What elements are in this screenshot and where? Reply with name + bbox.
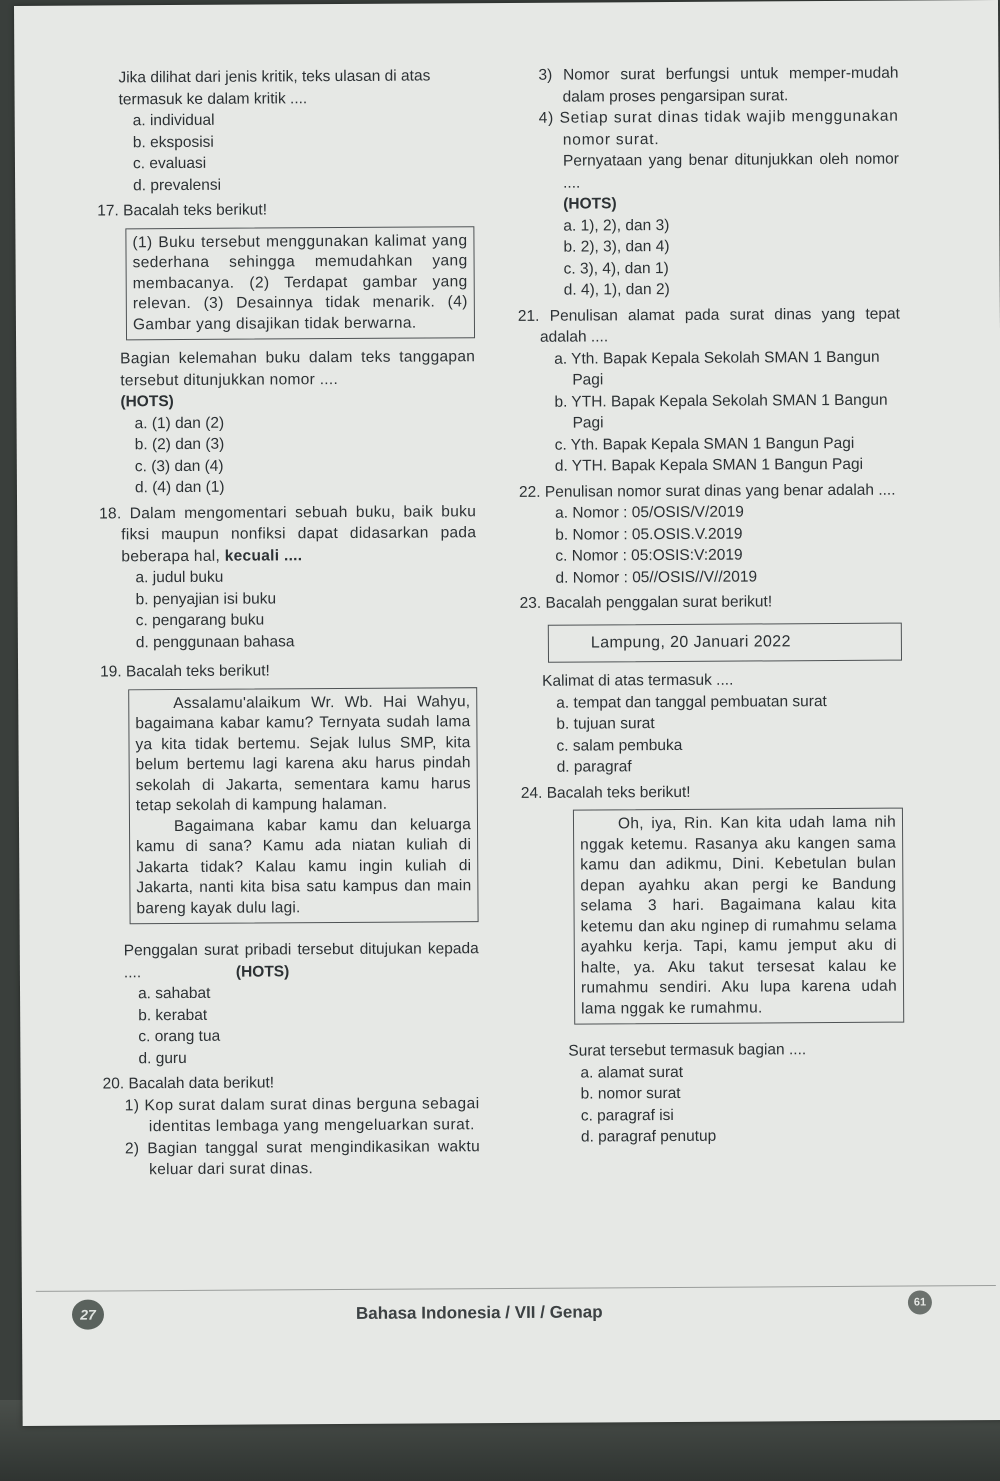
q19-stem: 19. Bacalah teks berikut! (100, 662, 270, 681)
publisher-logo-icon: 27 (72, 1299, 104, 1329)
q19-option-d: d. guru (138, 1049, 187, 1067)
q17-option-b: b. (2) dan (3) (134, 435, 225, 454)
q17-option-c: c. (3) dan (4) (134, 457, 224, 475)
q19-option-a: a. sahabat (137, 984, 211, 1003)
q23-stem: 23. Bacalah penggalan surat berikut! (519, 593, 773, 612)
q20-item-4: 4) Setiap surat dinas tidak wajib menggunakan nomor surat. (538, 107, 899, 149)
q21-option-b: b. YTH. Bapak Kepala Sekolah SMAN 1 Bangun Pagi (554, 391, 888, 432)
q20-option-a: a. 1), 2), dan 3) (563, 216, 670, 235)
q22-option-a: a. Nomor : 05/OSIS/V/2019 (555, 503, 744, 522)
q21-option-c: c. Yth. Bapak Kepala SMAN 1 Bangun Pagi (554, 434, 855, 454)
q24-question: Surat tersebut termasuk bagian .... (568, 1041, 807, 1060)
q17-question: Bagian kelemahan buku dalam teks tanggapan tersebut ditunjukkan nomor .... (120, 348, 476, 389)
q16-option-a: a. individual (132, 111, 215, 130)
q24-option-a: a. alamat surat (580, 1063, 684, 1082)
q18-stem-text: 18. Dalam mengomentari sebuah buku, baik buku fiksi maupun nonfiksi dapat didasarkan pada beberapa hal, (99, 502, 477, 565)
q24-text-box: Oh, iya, Rin. Kan kita udah lama nih nggak ketemu. Rasanya aku kangen sama kamu dan adikmu, Dini. Kebetulan bulan depan ayahku akan pergi ke Bandung selama 3 hari. Bagaimana kalau kita ketemu dan aku nginep di rumahmu selama ayahku kerja. Tapi, kamu jemput aku di halte, ya. Aku takut tersesat kalau ke rumahmu sendiri. Aku lupa karena udah lama nggak ke rumahmu. (573, 808, 904, 1025)
q19-question: Penggalan surat pribadi tersebut ditujukan kepada .... (123, 940, 479, 981)
q23-question: Kalimat di atas termasuk .... (542, 671, 734, 690)
q24-option-d: d. paragraf penutup (580, 1127, 717, 1146)
q19-option-b: b. kerabat (138, 1006, 208, 1024)
q18-option-c: c. pengarang buku (135, 611, 265, 630)
q20-question: Pernyataan yang benar ditunjukkan oleh nomor .... (562, 150, 900, 192)
q20-stem: 20. Bacalah data berikut! (102, 1074, 275, 1093)
q23-option-c: c. salam pembuka (556, 736, 683, 755)
q23-text-box: Lampung, 20 Januari 2022 (548, 622, 902, 663)
q18-option-d: d. penggunaan bahasa (135, 632, 295, 651)
q21-stem: 21. Penulisan alamat pada surat dinas yang tepat adalah .... (517, 305, 900, 346)
q20-item-3: 3) Nomor surat berfungsi untuk memper-mudah dalam proses pengarsipan surat. (538, 64, 899, 106)
q23-option-d: d. paragraf (556, 758, 632, 776)
q17-option-d: d. (4) dan (1) (134, 478, 225, 497)
page-footer (36, 1285, 996, 1352)
q20-option-c: c. 3), 4), dan 1) (563, 259, 669, 278)
q21-option-d: d. YTH. Bapak Kepala SMAN 1 Bangun Pagi (554, 455, 864, 475)
q18-stem (99, 501, 476, 568)
q23-option-a: a. tempat dan tanggal pembuatan surat (556, 692, 827, 712)
q19-letter-box (128, 687, 478, 925)
q24-stem: 24. Bacalah teks berikut! (520, 783, 691, 802)
q24-option-b: b. nomor surat (580, 1084, 681, 1103)
q19-option-c: c. orang tua (138, 1027, 221, 1046)
q22-option-d: d. Nomor : 05//OSIS//V//2019 (555, 567, 758, 587)
q20-item-1: 1) Kop surat dalam surat dinas berguna sebagai identitas lembaga yang mengeluarkan surat. (124, 1094, 480, 1136)
footer-subject: Bahasa Indonesia / VII / Genap (355, 1302, 603, 1323)
q24-option-c: c. paragraf isi (580, 1106, 674, 1125)
q20-option-d: d. 4), 1), dan 2) (563, 280, 670, 299)
q22-stem: 22. Penulisan nomor surat dinas yang benar adalah .... (518, 481, 896, 501)
q18-kecuali: kecuali .... (224, 546, 303, 565)
left-column (97, 65, 481, 1181)
q16-option-b: b. eksposisi (132, 133, 214, 151)
right-column (517, 63, 905, 1149)
q19-letter-paragraph-1: Assalamu'alaikum Wr. Wb. Hai Wahyu, bagaimana kabar kamu? Ternyata sudah lama ya kita tidak bertemu. Sejak lulus SMP, kita belum bertemu lagi karena aku harus pindah sekolah di Jakarta, sementara kamu harus tetap sekolah di kampung halaman. (135, 692, 471, 815)
q19-letter-paragraph-2: Bagaimana kabar kamu dan keluarga kamu di sana? Kamu ada niatan kuliah di Jakarta tidak? Kalau kamu ingin kuliah di Jakarta, nanti kita bisa satu kampus dan main bareng kayak dulu lagi. (136, 815, 472, 917)
page-number: 61 (908, 1290, 932, 1314)
q19-hots-tag: (HOTS) (235, 962, 290, 981)
q17-text-box: (1) Buku tersebut menggunakan kalimat yang sederhana sehingga memudahkan yang membacanya. (2) Terdapat gambar yang relevan. (3) Desainnya tidak menarik. (4) Gambar yang disajikan tidak berwarna. (125, 226, 475, 341)
q16-stem: Jika dilihat dari jenis kritik, teks ulasan di atas termasuk ke dalam kritik .... (118, 67, 431, 108)
q17-option-a: a. (1) dan (2) (134, 414, 225, 432)
q22-option-c: c. Nomor : 05:OSIS:V:2019 (555, 546, 743, 565)
q22-option-b: b. Nomor : 05.OSIS.V.2019 (555, 525, 743, 544)
q20-item-2: 2) Bagian tanggal surat mengindikasikan waktu keluar dari surat dinas. (124, 1137, 481, 1179)
q20-option-b: b. 2), 3), dan 4) (563, 238, 670, 256)
q16-option-c: c. evaluasi (132, 154, 207, 173)
worksheet-page (14, 0, 1000, 1426)
q16-option-d: d. prevalensi (133, 176, 222, 194)
q17-hots-tag: (HOTS) (120, 393, 174, 411)
q17-stem: 17. Bacalah teks berikut! (97, 201, 268, 220)
q18-option-b: b. penyajian isi buku (135, 589, 277, 608)
q21-option-a: a. Yth. Bapak Kepala Sekolah SMAN 1 Bangun Pagi (554, 348, 880, 389)
q20-hots-tag: (HOTS) (563, 195, 617, 213)
q18-option-a: a. judul buku (135, 568, 224, 587)
q23-option-b: b. tujuan surat (556, 715, 655, 733)
